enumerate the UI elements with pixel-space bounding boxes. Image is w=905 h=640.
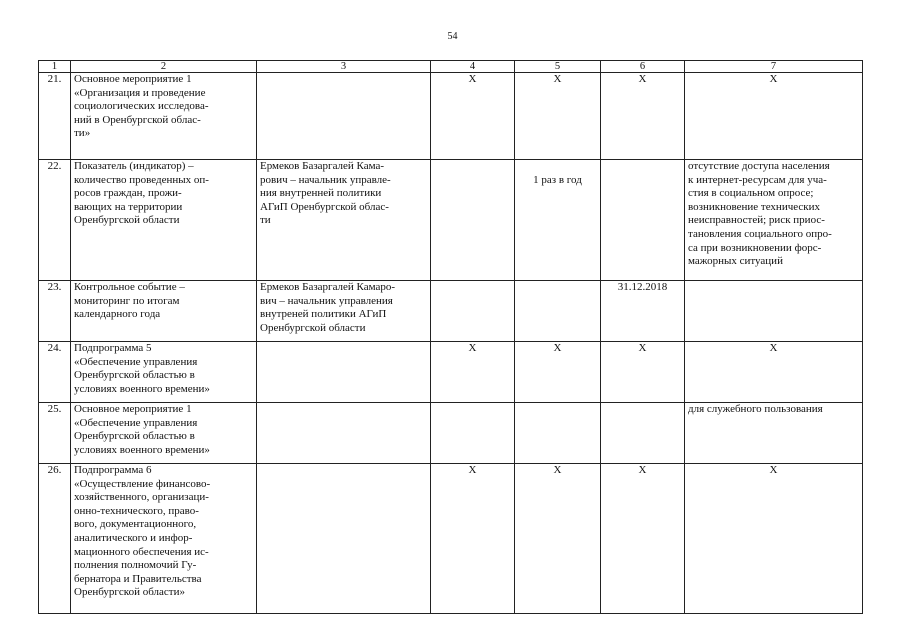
cell-col4 xyxy=(431,403,515,464)
cell-col7: Х xyxy=(685,342,863,403)
program-table xyxy=(38,60,863,614)
responsible-person: Ермеков Базаргалей Камаро- вич – начальник управления внутреней политики АГиП Оренбургской области xyxy=(257,281,431,342)
cell-col6: Х xyxy=(601,342,685,403)
row-number: 21. xyxy=(39,73,71,160)
cell-col6: Х xyxy=(601,464,685,614)
cell-col4: Х xyxy=(431,464,515,614)
table-row xyxy=(39,281,863,342)
column-number-5: 5 xyxy=(515,61,601,73)
cell-col6 xyxy=(601,403,685,464)
column-number-1: 1 xyxy=(39,61,71,73)
column-number-row xyxy=(39,61,863,73)
measure-name: Показатель (индикатор) – количество проведенных оп- росов граждан, прожи- вающих на территории Оренбургской области xyxy=(71,160,257,281)
cell-col5: Х xyxy=(515,464,601,614)
measure-name: Контрольное событие – мониторинг по итогам календарного года xyxy=(71,281,257,342)
measure-name: Подпрограмма 5 «Обеспечение управления Оренбургской областью в условиях военного времени» xyxy=(71,342,257,403)
table-row xyxy=(39,160,863,281)
table-row xyxy=(39,342,863,403)
cell-col6: Х xyxy=(601,73,685,160)
cell-col5 xyxy=(515,403,601,464)
risk-description: отсутствие доступа населения к интернет-ресурсам для уча- стия в социальном опросе; возникновение технических неисправностей; риск приос- тановления социального опро- са при возникновении форс- мажорных ситуаций xyxy=(685,160,863,281)
page-number: 54 xyxy=(447,31,458,42)
measure-name: Подпрограмма 6 «Осуществление финансово- хозяйственного, организаци- онно-технического, право- вого, документационного, аналитического и инфор- мационного обеспечения ис- полнения полномочий Гу- бернатора и Правительства Оренбургской области» xyxy=(71,464,257,614)
table-row xyxy=(39,73,863,160)
table-row xyxy=(39,403,863,464)
column-number-3: 3 xyxy=(257,61,431,73)
cell-col7 xyxy=(685,281,863,342)
row-number: 26. xyxy=(39,464,71,614)
responsible-person: Ермеков Базаргалей Кама- рович – начальник управле- ния внутренней политики АГиП Оренбургской облас- ти xyxy=(257,160,431,281)
cell-col4: Х xyxy=(431,342,515,403)
cell-col5: Х xyxy=(515,73,601,160)
row-number: 24. xyxy=(39,342,71,403)
measure-name: Основное мероприятие 1 «Обеспечение управления Оренбургской областью в условиях военного времени» xyxy=(71,403,257,464)
responsible-person xyxy=(257,403,431,464)
row-number: 23. xyxy=(39,281,71,342)
cell-col7: Х xyxy=(685,73,863,160)
cell-col6: 31.12.2018 xyxy=(601,281,685,342)
column-number-6: 6 xyxy=(601,61,685,73)
cell-col4 xyxy=(431,281,515,342)
cell-col5 xyxy=(515,281,601,342)
measure-name: Основное мероприятие 1 «Организация и проведение социологических исследова- ний в Оренбургской облас- ти» xyxy=(71,73,257,160)
cell-col4: Х xyxy=(431,73,515,160)
column-number-7: 7 xyxy=(685,61,863,73)
column-number-4: 4 xyxy=(431,61,515,73)
responsible-person xyxy=(257,464,431,614)
cell-col5: 1 раз в год xyxy=(515,160,601,281)
column-number-2: 2 xyxy=(71,61,257,73)
row-number: 22. xyxy=(39,160,71,281)
cell-col5: Х xyxy=(515,342,601,403)
cell-col7: Х xyxy=(685,464,863,614)
cell-col6 xyxy=(601,160,685,281)
responsible-person xyxy=(257,73,431,160)
cell-col4 xyxy=(431,160,515,281)
responsible-person xyxy=(257,342,431,403)
table-row xyxy=(39,464,863,614)
row-number: 25. xyxy=(39,403,71,464)
cell-col7: для служебного пользования xyxy=(685,403,863,464)
